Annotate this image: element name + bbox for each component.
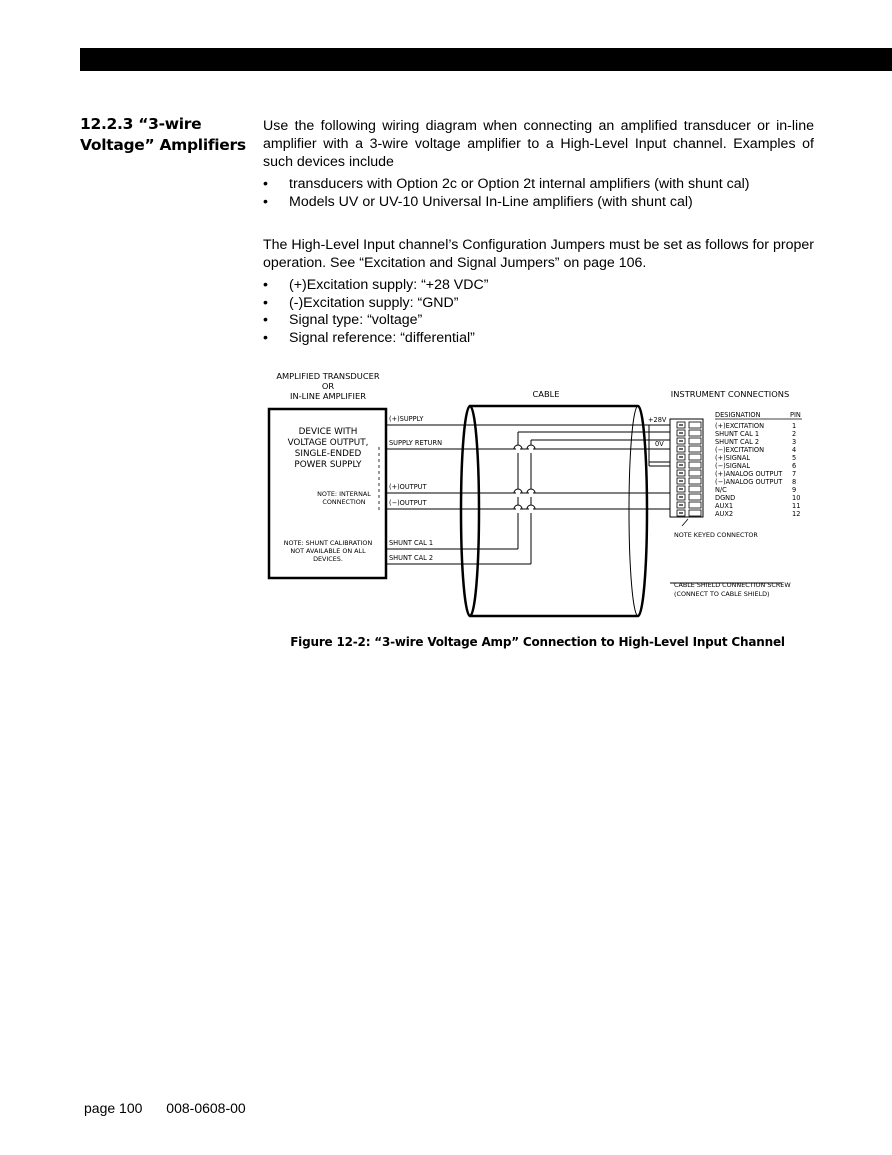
header-bar [80, 48, 892, 71]
connector-slot [689, 438, 701, 444]
pin-designation: AUX2 [715, 510, 734, 518]
note-keyed-connector: NOTE KEYED CONNECTOR [674, 531, 758, 539]
supply-label-28v: +28V [648, 416, 667, 424]
note-shunt-line-2: NOT AVAILABLE ON ALL [290, 547, 366, 555]
shield-note [674, 581, 791, 598]
pin-number: 6 [792, 462, 797, 470]
list-item: • transducers with Option 2c or Option 2t internal amplifiers (with shunt cal) [263, 176, 814, 194]
jumpers-paragraph: The High-Level Input channel’s Configuration Jumpers must be set as follows for proper operation. See “Excitation and Signal Jumpers” on page 106. [263, 237, 814, 271]
section-title-line-2: Voltage” Amplifiers [80, 136, 246, 154]
list-item: • (+)Excitation supply: “+28 VDC” [263, 277, 814, 295]
shield-note-line-2: (CONNECT TO CABLE SHIELD) [674, 590, 770, 598]
wire-label: SHUNT CAL 1 [389, 539, 434, 547]
header-left-line-3: IN-LINE AMPLIFIER [290, 391, 366, 401]
section-title [80, 114, 250, 156]
pin-number: 5 [792, 454, 797, 462]
note-shunt-line-1: NOTE: SHUNT CALIBRATION [283, 539, 373, 547]
keyed-connector-leader [682, 519, 688, 526]
connector-slot [689, 486, 701, 492]
pin-designation: (−)ANALOG OUTPUT [715, 478, 783, 486]
section-title-line-1: 12.2.3 “3-wire [80, 115, 202, 133]
wire-label: SUPPLY RETURN [389, 439, 443, 447]
device-label-line-2: VOLTAGE OUTPUT, [287, 438, 369, 448]
connector-slot [689, 454, 701, 460]
pin-number: 7 [792, 470, 797, 478]
figure-caption: Figure 12-2: “3-wire Voltage Amp” Connection to High-Level Input Channel [290, 635, 785, 649]
page-number: page 100 [84, 1100, 143, 1116]
pin-designation: SHUNT CAL 1 [715, 430, 760, 438]
intro-paragraph: Use the following wiring diagram when connecting an amplified transducer or in-line amplifier with a 3-wire voltage amplifier to a High-Level Input channel. Examples of such devices include [263, 118, 814, 170]
pin-number: 11 [792, 502, 801, 510]
list-item: • Signal reference: “differential” [263, 330, 814, 348]
pin-number: 4 [792, 446, 797, 454]
note-shunt-line-3: DEVICES. [313, 555, 343, 563]
pin-number: 10 [792, 494, 801, 502]
header-left-line-1: AMPLIFIED TRANSDUCER [276, 371, 380, 381]
list-item: • Models UV or UV-10 Universal In-Line amplifiers (with shunt cal) [263, 194, 814, 212]
pin-number: 12 [792, 510, 801, 518]
header-instrument: INSTRUMENT CONNECTIONS [670, 389, 790, 399]
jumper-list [263, 277, 814, 347]
pin-number: 3 [792, 438, 797, 446]
pin-number: 1 [792, 422, 797, 430]
pin-number: 2 [792, 430, 797, 438]
pin-designation: (−)EXCITATION [715, 446, 765, 454]
connector-slot [689, 494, 701, 500]
pin-designation: DGND [715, 494, 736, 502]
connector-slot [689, 422, 701, 428]
wire-label: (−)OUTPUT [389, 499, 427, 507]
connector-slot [689, 430, 701, 436]
connector-slot [689, 470, 701, 476]
document-number: 008-0608-00 [166, 1100, 246, 1116]
pin-designation: (+)EXCITATION [715, 422, 765, 430]
wire-label: SHUNT CAL 2 [389, 554, 434, 562]
pin-table [715, 411, 802, 419]
wiring-diagram [262, 366, 814, 626]
supply-label-0v: 0V [655, 440, 664, 448]
connector-slot [689, 510, 701, 516]
list-item: • (-)Excitation supply: “GND” [263, 295, 814, 313]
device-label-line-1: DEVICE WITH [298, 427, 358, 437]
note-internal-line-2: CONNECTION [322, 498, 366, 506]
pin-designation: N/C [715, 486, 727, 494]
connector-slot [689, 502, 701, 508]
wire-label: (+)SUPPLY [389, 415, 424, 423]
pin-designation: AUX1 [715, 502, 734, 510]
connector-slot [689, 462, 701, 468]
wire-crossings [518, 445, 531, 513]
note-internal-line-1: NOTE: INTERNAL [317, 490, 371, 498]
header-left-line-2: OR [321, 381, 335, 391]
device-label-line-3: SINGLE-ENDED [294, 449, 362, 459]
pin-rows [715, 422, 800, 518]
connector-slot [689, 478, 701, 484]
shield-note-line-1: CABLE SHIELD CONNECTION SCREW [674, 581, 791, 589]
page-footer [84, 1100, 246, 1116]
cable-shield [461, 406, 647, 616]
device-label-line-4: POWER SUPPLY [294, 460, 362, 470]
pin-designation: (+)SIGNAL [715, 454, 751, 462]
wire-labels [389, 415, 667, 562]
pin-table-header-pin: PIN [790, 411, 801, 419]
connector-slot [689, 446, 701, 452]
header-cable: CABLE [532, 389, 560, 399]
pin-designation: (−)SIGNAL [715, 462, 751, 470]
pin-number: 9 [792, 486, 797, 494]
crossing-arcs [514, 445, 535, 509]
pin-table-header-designation: DESIGNATION [715, 411, 761, 419]
wire-label: (+)OUTPUT [389, 483, 427, 491]
connector-pins [677, 422, 701, 516]
list-item: • Signal type: “voltage” [263, 312, 814, 330]
pin-designation: (+)ANALOG OUTPUT [715, 470, 783, 478]
pin-number: 8 [792, 478, 797, 486]
pin-designation: SHUNT CAL 2 [715, 438, 760, 446]
device-list [263, 176, 814, 211]
